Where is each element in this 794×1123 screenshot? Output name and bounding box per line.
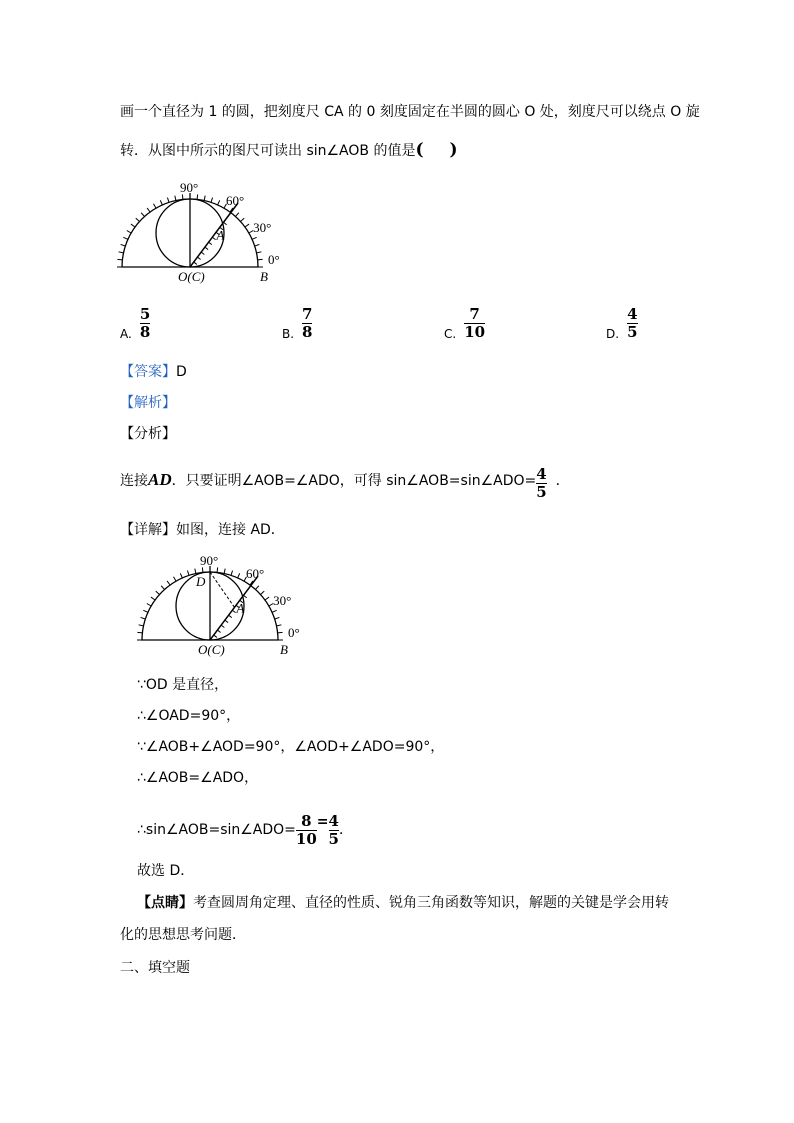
option-letter: B. [282,327,295,341]
ruler-tick [229,615,232,617]
scale-tick [217,567,218,572]
step-2: ∴∠OAD=90°， [137,708,241,724]
label-a: A [216,227,225,243]
scale-tick [119,252,124,253]
ruler-tick [212,237,215,239]
scale-tick [218,200,220,205]
question-line-1: 画一个直径为 1 的圆，把刻度尺 CA 的 0 刻度固定在半圆的圆心 O 处，刻度尺可以绕点 O 旋 [120,104,700,120]
final-equation [137,802,353,850]
equals: = [316,814,329,830]
scale-tick [202,567,203,572]
option-letter: A. [120,327,132,341]
step-3: ∵∠AOB+∠AOD=90°，∠AOD+∠ADO=90°， [137,739,445,755]
option-fraction: $\frac{4}{5}$ [627,305,638,341]
label-o: O(C) [198,642,225,657]
option-b[interactable] [282,306,312,341]
label-30: 30° [273,593,292,608]
ruler-tick [223,222,226,224]
question-line-2 [120,140,458,161]
scale-tick [175,196,176,201]
scale-tick [180,573,182,578]
scale-tick [123,237,128,239]
segment-ad: AD [148,470,172,489]
option-c[interactable] [444,306,485,341]
scale-tick [141,213,144,217]
final-end: ． [338,822,353,838]
option-letter: C. [444,327,457,341]
ruler-tick [232,610,235,612]
section-heading: 二、填空题 [120,960,190,976]
scale-tick [236,213,239,217]
step-1: ∵OD 是直径， [137,677,229,693]
scale-tick [211,198,213,203]
detail-text: 如图，连接 AD． [176,522,285,538]
label-0: 0° [288,625,300,640]
question-text: 转．从图中所示的图尺可读出 sin∠AOB 的值是 [120,143,416,159]
paren-open: ( [415,140,424,160]
final-pre: ∴sin∠AOB=sin∠ADO= [137,822,296,838]
scale-tick [160,200,162,205]
scale-tick [277,625,282,626]
scale-tick [256,586,259,590]
ruler-tick [225,620,228,622]
scale-tick [136,218,140,221]
scale-tick [252,237,257,239]
fenxi-tag: 【分析】 [120,426,176,442]
ruler-tick [194,262,197,264]
option-d[interactable] [606,306,638,341]
label-0: 0° [268,252,280,267]
label-90: 90° [200,553,219,568]
scale-tick [278,632,283,633]
scale-tick [238,573,240,578]
scale-tick [187,571,189,576]
scale-tick [139,625,144,626]
ruler-tick [205,247,208,249]
scale-tick [131,224,135,227]
detail-tag: 【详解】 [120,522,176,538]
option-letter: D. [606,327,620,341]
scale-tick [197,194,198,199]
scale-tick [255,244,260,246]
scale-tick [137,632,142,633]
comment-line-1 [137,893,669,913]
scale-tick [265,597,269,600]
answer-value: D [176,364,187,380]
scale-tick [147,208,150,212]
scale-tick [272,610,277,612]
scale-tick [156,591,160,594]
ruler-tick [214,635,217,637]
scale-tick [174,577,177,581]
fenxi-mid: ．只要证明∠AOB=∠ADO，可得 sin∠AOB=sin∠ADO= [171,473,537,489]
label-o: O(C) [178,269,205,284]
label-60: 60° [226,193,245,209]
scale-tick [261,591,265,594]
label-30: 30° [253,220,272,235]
option-fraction: $\frac{7}{8}$ [302,305,313,341]
answer-tag: 【答案】 [120,364,176,380]
scale-tick [258,259,263,260]
scale-tick [117,259,122,260]
scale-tick [127,231,131,234]
scale-tick [257,252,262,253]
scale-tick [147,604,151,607]
scale-tick [241,218,245,221]
scale-tick [231,571,233,576]
ruler-tick [243,595,246,597]
scale-tick [245,224,249,227]
label-b: B [260,269,268,284]
fenxi-pre: 连接 [120,473,148,489]
ruler-tick [209,242,212,244]
option-fraction: $\frac{7}{10}$ [464,305,486,341]
scale-tick [143,610,148,612]
comment-text: 考查圆周角定理、直径的性质、锐角三角函数等知识，解题的关键是学会用转 [193,895,669,911]
ruler-tick [197,257,200,259]
label-90: 90° [180,180,199,195]
protractor-figure-1 [110,172,310,284]
scale-tick [204,196,205,201]
fenxi-fraction: $\frac{4}{5}$ [536,465,547,501]
scale-tick [161,586,164,590]
option-a[interactable] [120,306,150,341]
segment-ad-dashed [210,572,234,607]
step-4: ∴∠AOB=∠ADO， [137,770,259,786]
label-60: 60° [246,566,265,582]
scale-tick [182,194,183,199]
scale-tick [167,198,169,203]
scale-tick [224,569,225,574]
analysis-tag: 【解析】 [120,395,176,411]
fenxi-end: ． [555,473,570,489]
comment-tag: 【点睛】 [137,895,193,911]
ruler-tick [221,625,224,627]
paren-close: ) [449,140,458,160]
answer-line [120,362,187,382]
ruler-tick [201,252,204,254]
scale-tick [195,569,196,574]
label-b: B [280,642,288,657]
label-d: D [196,574,206,589]
label-a: A [236,600,245,616]
scale-tick [167,581,170,585]
fraction-8-10: $\frac{8}{10}$ [295,812,317,848]
protractor-figure-2 [130,545,330,657]
scale-tick [151,597,155,600]
fenxi-line [120,462,570,501]
scale-tick [121,244,126,246]
detail-line [120,520,285,540]
scale-tick [154,204,157,208]
ruler-tick [217,630,220,632]
comment-line-2: 化的思想思考问题． [120,927,246,943]
choose-line: 故选 D． [137,863,195,879]
scale-tick [141,617,146,619]
option-fraction: $\frac{5}{8}$ [139,305,151,341]
scale-tick [275,617,280,619]
fraction-4-5: $\frac{4}{5}$ [328,812,339,848]
